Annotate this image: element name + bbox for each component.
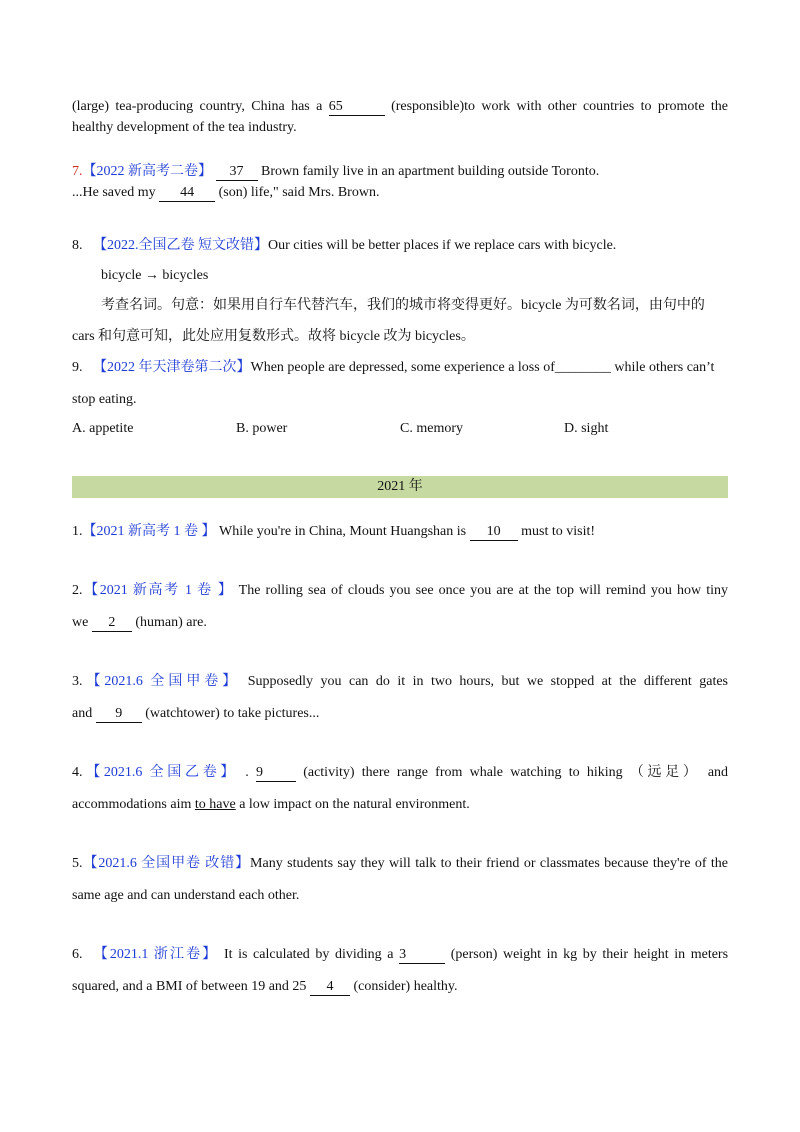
source-tag: 【2021.6 全国甲卷 改错】 [82, 856, 251, 871]
question-2021-4-line2 [72, 795, 728, 815]
year-header: 2021 年 [72, 476, 728, 498]
text: Many students say they will talk to their friend or classmates because they're of the [250, 856, 728, 871]
text: a low impact on the natural environment. [239, 797, 470, 812]
text: ...He saved my [72, 185, 156, 200]
answer-blank: 10 [470, 524, 518, 541]
question-2021-2 [72, 581, 728, 601]
option-b: B. power [236, 421, 288, 436]
source-tag: 【2021 新高考 1 卷 】 [82, 583, 234, 598]
question-number: 2. [72, 583, 83, 598]
question-number: 1. [72, 524, 83, 539]
question-2021-6 [72, 945, 728, 965]
text: must to visit! [521, 524, 596, 539]
question-7-line2 [72, 183, 728, 203]
source-tag: 【2022.全国乙卷 短文改错】 [93, 238, 268, 253]
text: and [707, 765, 729, 780]
question-number: 8. [72, 238, 83, 253]
source-tag: 【2021.6 全国乙卷】 [82, 765, 239, 780]
text: (responsible)to work with other countries to promote the [391, 99, 729, 114]
text: and [72, 706, 93, 721]
text: . [245, 765, 249, 780]
source-tag: 【2022 新高考二卷】 [82, 164, 212, 179]
question-7 [72, 162, 728, 182]
question-number: 6. [72, 947, 83, 962]
question-2021-3 [72, 672, 728, 692]
question-2021-5 [72, 854, 728, 874]
explanation: cars 和句意可知，此处应用复数形式。故将 bicycle 改为 bicycles。 [72, 329, 475, 344]
answer-blank: 37 [216, 164, 258, 181]
text: Brown family live in an apartment building outside Toronto. [261, 164, 600, 179]
answer-line: bicycle → bicycles [101, 268, 209, 283]
passage-line: healthy development of the tea industry. [72, 120, 297, 135]
text: (large) tea-producing country, China has a [72, 99, 323, 114]
question-8 [72, 236, 728, 256]
option-c: C. memory [400, 421, 463, 436]
question-2021-4 [72, 763, 728, 783]
text: Supposedly you can do it in two hours, but we stopped at the different gates [247, 674, 728, 689]
text: (watchtower) to take pictures... [145, 706, 320, 721]
question-number: 5. [72, 856, 83, 871]
answer-blank: 65 [329, 99, 385, 116]
text: we [72, 615, 89, 630]
text: (son) life," said Mrs. Brown. [218, 185, 380, 200]
question-2021-6-line2 [72, 977, 728, 997]
text: (consider) healthy. [353, 979, 458, 994]
question-2021-1 [72, 522, 728, 542]
question-number: 3. [72, 674, 83, 689]
answer-blank: 3 [399, 947, 445, 964]
text: (person) weight in kg by their height in meters [450, 947, 729, 962]
text: squared, and a BMI of between 19 and 25 [72, 979, 307, 994]
text: （远足） [629, 765, 701, 780]
answer-blank: 9 [96, 706, 142, 723]
source-tag: 【2022 年天津卷第二次】 [93, 360, 251, 375]
answer-blank: 44 [159, 185, 215, 202]
text: Our cities will be better places if we replace cars with bicycle. [268, 238, 617, 253]
text: (activity) there range from whale watching to hiking [303, 765, 623, 780]
question-9 [72, 358, 728, 378]
text: accommodations aim [72, 797, 192, 812]
text: While you're in China, Mount Huangshan is [219, 524, 467, 539]
question-2021-5-line2: same age and can understand each other. [72, 888, 300, 903]
underlined-phrase: to have [194, 797, 236, 812]
question-9-line2: stop eating. [72, 392, 137, 407]
question-number: 9. [72, 360, 83, 375]
text: The rolling sea of clouds you see once you are at the top will remind you how tiny [238, 583, 728, 598]
text: It is calculated by dividing a [223, 947, 394, 962]
text: When people are depressed, some experience a loss of________ while others can’t [250, 360, 715, 375]
question-2021-3-line2 [72, 704, 728, 724]
question-2021-2-line2 [72, 613, 728, 633]
question-number: 4. [72, 765, 83, 780]
option-a: A. appetite [72, 421, 134, 436]
text: (human) are. [135, 615, 207, 630]
question-number: 7. [72, 164, 83, 179]
answer-blank: 4 [310, 979, 350, 996]
option-d: D. sight [564, 421, 609, 436]
explanation: 考查名词。句意：如果用自行车代替汽车，我们的城市将变得更好。bicycle 为可数名词，由句中的 [101, 298, 705, 313]
source-tag: 【2021.6 全国甲卷】 [82, 674, 241, 689]
source-tag: 【2021.1 浙江卷】 [93, 947, 219, 962]
source-tag: 【2021 新高考 1 卷 】 [82, 524, 216, 539]
answer-blank: 2 [92, 615, 132, 632]
passage-line [72, 97, 728, 117]
answer-blank: 9 [256, 765, 296, 782]
